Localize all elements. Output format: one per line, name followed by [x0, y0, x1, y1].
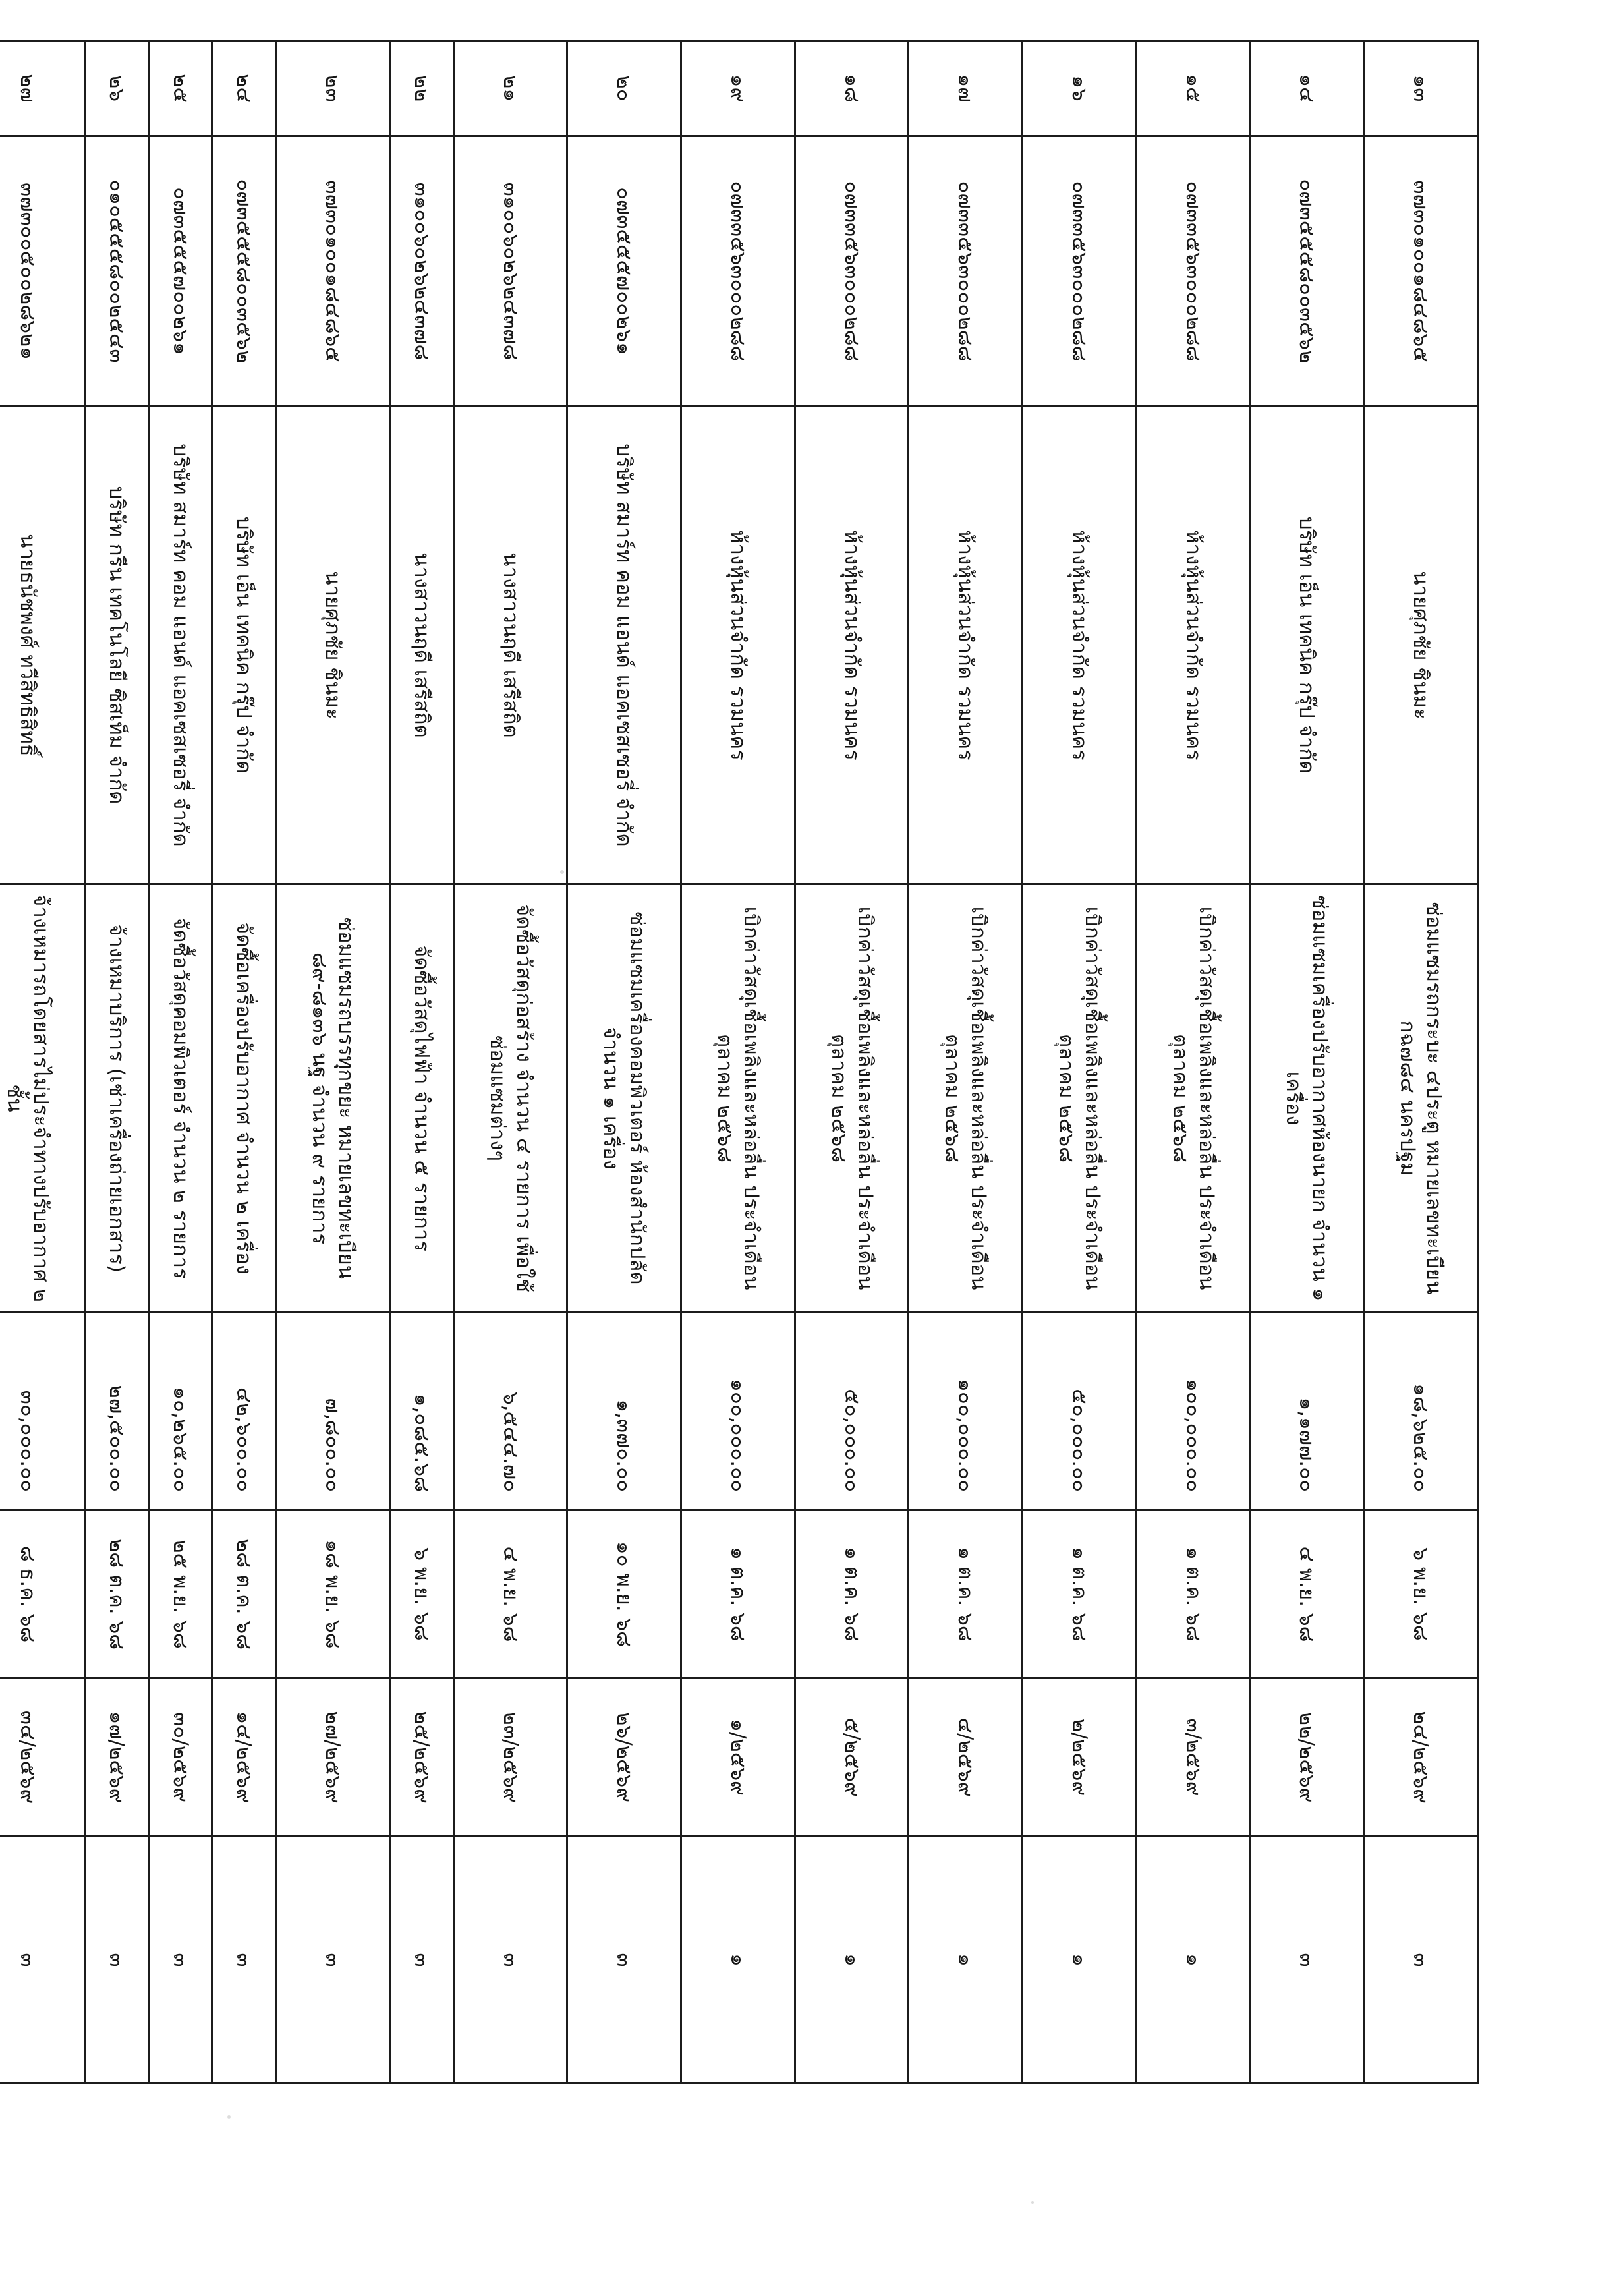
procurement-table	[0, 40, 1479, 2084]
table-row	[453, 41, 567, 2084]
tax-id-cell: ๓๗๓๐๑๐๐๑๘๔๘๖๕	[1364, 136, 1478, 407]
vendor-name-cell: บริษัท เอ็น เทคนิค กรุ๊ป จำกัด	[212, 407, 276, 884]
date-cell: ๒๘ ต.ค. ๖๘	[84, 1510, 148, 1679]
tax-id-cell: ๐๗๓๓๕๖๓๐๐๐๒๘๘	[909, 136, 1023, 407]
reason-code-cell: ๑	[795, 1837, 909, 2084]
item-description-cell: เบิกค่าวัสดุเชื้อเพลิงและหล่อลื่น ประจำเดือนตุลาคม ๒๕๖๘	[681, 884, 795, 1313]
item-description-cell: ซ่อมแซมรถบรรทุกขยะ หมายเลขทะเบียน ๘๙-๘๑๓๖ นฐ จำนวน ๙ รายการ	[276, 884, 390, 1313]
tax-id-cell: ๐๗๓๓๕๖๓๐๐๐๒๘๘	[1136, 136, 1250, 407]
scan-speck	[1031, 2201, 1034, 2204]
date-cell: ๖ พ.ย. ๖๘	[1364, 1510, 1478, 1679]
date-cell: ๖ พ.ย. ๖๘	[389, 1510, 453, 1679]
item-description-cell: เบิกค่าวัสดุเชื้อเพลิงและหล่อลื่น ประจำเดือนตุลาคม ๒๕๖๘	[1136, 884, 1250, 1313]
item-description-cell: เบิกค่าวัสดุเชื้อเพลิงและหล่อลื่น ประจำเดือนตุลาคม ๒๕๖๘	[795, 884, 909, 1313]
reference-cell: ๒๗/๒๕๖๙	[276, 1679, 390, 1837]
date-cell: ๑๐ พ.ย. ๖๘	[567, 1510, 681, 1679]
amount-cell: ๗,๘๐๐.๐๐	[276, 1313, 390, 1510]
item-description-cell: จัดซื้อวัสดุคอมพิวเตอร์ จำนวน ๒ รายการ	[148, 884, 212, 1313]
table-row	[84, 41, 148, 2084]
vendor-name-cell: บริษัท กรีน เทคโนโลยี ซิสเท็ม จำกัด	[84, 407, 148, 884]
amount-cell: ๑๐๐,๐๐๐.๐๐	[1136, 1313, 1250, 1510]
reference-cell: ๔/๒๕๖๙	[909, 1679, 1023, 1837]
item-description-cell: ซ่อมแซมเครื่องคอมพิวเตอร์ ห้องสำนักปลัด จำนวน ๑ เครื่อง	[567, 884, 681, 1313]
vendor-name-cell: นางสาวนฤดี เสรีสถิต	[389, 407, 453, 884]
vendor-name-cell: ห้างหุ้นส่วนจำกัด รวมนคร	[1023, 407, 1137, 884]
date-cell: ๔ พ.ย. ๖๘	[1250, 1510, 1364, 1679]
vendor-name-cell: บริษัท สมาร์ท คอม แอนด์ แอคเซสเซอรี่ จำกัด	[148, 407, 212, 884]
row-number-cell: ๒๖	[84, 41, 148, 136]
tax-id-cell: ๐๗๓๓๕๖๓๐๐๐๒๘๘	[681, 136, 795, 407]
row-number-cell: ๒๔	[212, 41, 276, 136]
tax-id-cell: ๓๗๓๐๐๕๐๐๒๘๖๒๑	[0, 136, 84, 407]
date-cell: ๑๘ พ.ย. ๖๘	[276, 1510, 390, 1679]
rotated-table-wrapper	[0, 40, 1479, 2082]
table-row	[1136, 41, 1250, 2084]
item-description-cell: จัดซื้อวัสดุไฟฟ้า จำนวน ๕ รายการ	[389, 884, 453, 1313]
table-row	[795, 41, 909, 2084]
table-row	[1023, 41, 1137, 2084]
reference-cell: ๓๔/๒๕๖๙	[0, 1679, 84, 1837]
vendor-name-cell: ห้างหุ้นส่วนจำกัด รวมนคร	[795, 407, 909, 884]
reference-cell: ๒๔/๒๕๖๙	[1364, 1679, 1478, 1837]
reason-code-cell: ๓	[148, 1837, 212, 2084]
tax-id-cell: ๐๗๓๕๕๕๘๐๐๓๕๖๒	[212, 136, 276, 407]
row-number-cell: ๒๑	[453, 41, 567, 136]
reference-cell: ๒๖/๒๕๖๙	[567, 1679, 681, 1837]
reference-cell: ๓๐/๒๕๖๙	[148, 1679, 212, 1837]
date-cell: ๑ ต.ค. ๖๘	[909, 1510, 1023, 1679]
tax-id-cell: ๐๗๓๕๕๕๗๐๐๒๖๑	[148, 136, 212, 407]
tax-id-cell: ๓๑๐๐๖๐๒๖๒๔๓๗๘	[453, 136, 567, 407]
reason-code-cell: ๓	[212, 1837, 276, 2084]
vendor-name-cell: บริษัท สมาร์ท คอม แอนด์ แอคเซสเซอรี่ จำกัด	[567, 407, 681, 884]
table-body	[0, 41, 1478, 2084]
amount-cell: ๑๘,๖๒๕.๐๐	[1364, 1313, 1478, 1510]
reason-code-cell: ๓	[567, 1837, 681, 2084]
row-number-cell: ๒๐	[567, 41, 681, 136]
reason-code-cell: ๑	[909, 1837, 1023, 2084]
reason-code-cell: ๓	[1250, 1837, 1364, 2084]
table-row	[148, 41, 212, 2084]
table-row	[1250, 41, 1364, 2084]
amount-cell: ๑๐๐,๐๐๐.๐๐	[681, 1313, 795, 1510]
date-cell: ๑ ต.ค. ๖๘	[1136, 1510, 1250, 1679]
amount-cell: ๑๐,๒๖๕.๐๐	[148, 1313, 212, 1510]
tax-id-cell: ๐๗๓๓๕๖๓๐๐๐๒๘๘	[795, 136, 909, 407]
vendor-name-cell: นายศุภชัย ชินมะ	[276, 407, 390, 884]
vendor-name-cell: นายศุภชัย ชินมะ	[1364, 407, 1478, 884]
reference-cell: ๒/๒๕๖๙	[1023, 1679, 1137, 1837]
tax-id-cell: ๐๗๓๕๕๕๗๐๐๒๖๑	[567, 136, 681, 407]
tax-id-cell: ๐๗๓๕๕๕๘๐๐๓๕๖๒	[1250, 136, 1364, 407]
item-description-cell: เบิกค่าวัสดุเชื้อเพลิงและหล่อลื่น ประจำเดือนตุลาคม ๒๕๖๘	[909, 884, 1023, 1313]
item-description-cell: ซ่อมแซมรถกระบะ ๔ประตู หมายเลขทะเบียน กฉ๗๘๔ นครปฐม	[1364, 884, 1478, 1313]
date-cell: ๑ ต.ค. ๖๘	[681, 1510, 795, 1679]
reference-cell: ๑๔/๒๕๖๙	[212, 1679, 276, 1837]
vendor-name-cell: นางสาวนฤดี เสรีสถิต	[453, 407, 567, 884]
vendor-name-cell: ห้างหุ้นส่วนจำกัด รวมนคร	[681, 407, 795, 884]
vendor-name-cell: นายธนัชพงศ์ ทวีสิทธิสิทธิ์	[0, 407, 84, 884]
amount-cell: ๑,๐๘๕.๖๘	[389, 1313, 453, 1510]
row-number-cell: ๒๓	[276, 41, 390, 136]
tax-id-cell: ๓๗๓๐๑๐๐๑๘๔๘๖๕	[276, 136, 390, 407]
vendor-name-cell: บริษัท เอ็น เทคนิค กรุ๊ป จำกัด	[1250, 407, 1364, 884]
amount-cell: ๑,๓๗๐.๐๐	[567, 1313, 681, 1510]
amount-cell: ๖,๕๔๔.๗๐	[453, 1313, 567, 1510]
table-row	[389, 41, 453, 2084]
reason-code-cell: ๓	[453, 1837, 567, 2084]
table-row	[1364, 41, 1478, 2084]
date-cell: ๘ ธ.ค. ๖๘	[0, 1510, 84, 1679]
table-row	[212, 41, 276, 2084]
table-row	[0, 41, 84, 2084]
amount-cell: ๕๐,๐๐๐.๐๐	[1023, 1313, 1137, 1510]
row-number-cell: ๑๕	[1136, 41, 1250, 136]
amount-cell: ๓๐,๐๐๐.๐๐	[0, 1313, 84, 1510]
amount-cell: ๕๐,๐๐๐.๐๐	[795, 1313, 909, 1510]
tax-id-cell: ๐๑๐๕๕๕๘๐๐๒๕๔๓	[84, 136, 148, 407]
reference-cell: ๒๒/๒๕๖๙	[1250, 1679, 1364, 1837]
table-row	[567, 41, 681, 2084]
row-number-cell: ๑๙	[681, 41, 795, 136]
table-row	[681, 41, 795, 2084]
row-number-cell: ๑๔	[1250, 41, 1364, 136]
date-cell: ๑ ต.ค. ๖๘	[795, 1510, 909, 1679]
reason-code-cell: ๓	[84, 1837, 148, 2084]
reason-code-cell: ๑	[681, 1837, 795, 2084]
amount-cell: ๔๒,๖๐๐.๐๐	[212, 1313, 276, 1510]
reason-code-cell: ๑	[1023, 1837, 1137, 2084]
row-number-cell: ๒๕	[148, 41, 212, 136]
reference-cell: ๓/๒๕๖๙	[1136, 1679, 1250, 1837]
scan-speck	[560, 870, 564, 874]
item-description-cell: เบิกค่าวัสดุเชื้อเพลิงและหล่อลื่น ประจำเดือนตุลาคม ๒๕๖๘	[1023, 884, 1137, 1313]
table-row	[909, 41, 1023, 2084]
tax-id-cell: ๐๗๓๓๕๖๓๐๐๐๒๘๘	[1023, 136, 1137, 407]
date-cell: ๔ พ.ย. ๖๘	[453, 1510, 567, 1679]
row-number-cell: ๑๘	[795, 41, 909, 136]
date-cell: ๒๘ ต.ค. ๖๘	[212, 1510, 276, 1679]
row-number-cell: ๒๗	[0, 41, 84, 136]
reference-cell: ๕/๒๕๖๙	[795, 1679, 909, 1837]
row-number-cell: ๑๗	[909, 41, 1023, 136]
item-description-cell: จัดซื้อเครื่องปรับอากาศ จำนวน ๒ เครื่อง	[212, 884, 276, 1313]
row-number-cell: ๑๓	[1364, 41, 1478, 136]
reference-cell: ๑/๒๕๖๙	[681, 1679, 795, 1837]
reference-cell: ๑๗/๒๕๖๙	[84, 1679, 148, 1837]
item-description-cell: ซ่อมแซมเครื่องปรับอากาศห้องนายก จำนวน ๑ เครื่อง	[1250, 884, 1364, 1313]
reference-cell: ๒๕/๒๕๖๙	[389, 1679, 453, 1837]
amount-cell: ๑๐๐,๐๐๐.๐๐	[909, 1313, 1023, 1510]
table-row	[276, 41, 390, 2084]
amount-cell: ๑,๑๗๗.๐๐	[1250, 1313, 1364, 1510]
vendor-name-cell: ห้างหุ้นส่วนจำกัด รวมนคร	[909, 407, 1023, 884]
scan-speck	[227, 2115, 231, 2119]
tax-id-cell: ๓๑๐๐๖๐๒๖๒๔๓๗๘	[389, 136, 453, 407]
row-number-cell: ๒๒	[389, 41, 453, 136]
amount-cell: ๒๗,๕๐๐.๐๐	[84, 1313, 148, 1510]
vendor-name-cell: ห้างหุ้นส่วนจำกัด รวมนคร	[1136, 407, 1250, 884]
reason-code-cell: ๓	[276, 1837, 390, 2084]
reason-code-cell: ๑	[1136, 1837, 1250, 2084]
item-description-cell: จ้างเหมารถโดยสารไม่ประจำทางปรับอากาศ ๒ ชั้น	[0, 884, 84, 1313]
reason-code-cell: ๓	[1364, 1837, 1478, 2084]
row-number-cell: ๑๖	[1023, 41, 1137, 136]
date-cell: ๒๕ พ.ย. ๖๘	[148, 1510, 212, 1679]
reference-cell: ๒๓/๒๕๖๙	[453, 1679, 567, 1837]
date-cell: ๑ ต.ค. ๖๘	[1023, 1510, 1137, 1679]
item-description-cell: จัดซื้อวัสดุก่อสร้าง จำนวน ๔ รายการ เพื่อใช้ซ่อมแซมต่างๆ	[453, 884, 567, 1313]
reason-code-cell: ๓	[0, 1837, 84, 2084]
item-description-cell: จ้างเหมาบริการ (เช่าเครื่องถ่ายเอกสาร)	[84, 884, 148, 1313]
reason-code-cell: ๓	[389, 1837, 453, 2084]
